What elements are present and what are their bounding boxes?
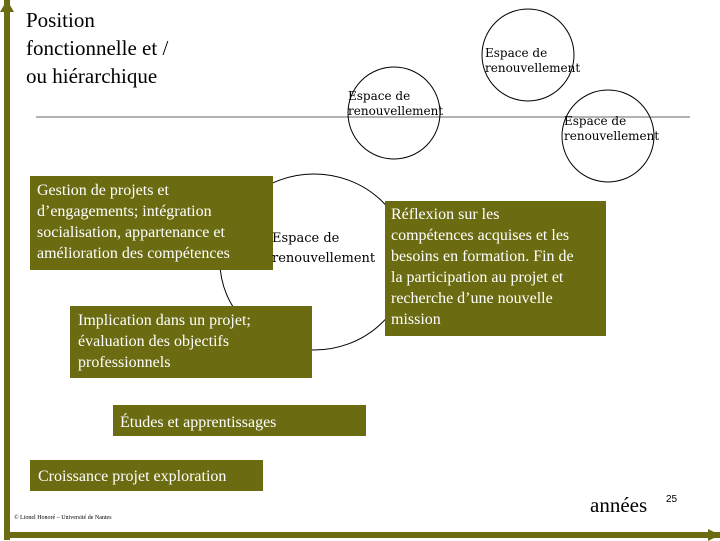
- box-croissance: Croissance projet exploration: [30, 460, 263, 491]
- renewal-label-line: Espace de: [272, 231, 340, 246]
- box-line: compétences acquises et les: [391, 227, 570, 244]
- footer-credit: © Lionel Honoré – Université de Nantes: [14, 515, 112, 521]
- renewal-label-line: renouvellement: [348, 104, 444, 118]
- renewal-label-line: Espace de: [564, 114, 627, 128]
- renewal-label-right: [564, 114, 659, 144]
- box-line: besoins en formation. Fin de: [391, 248, 574, 265]
- box-implication: [70, 306, 312, 378]
- box-reflexion: [385, 201, 606, 336]
- renewal-label-top: [485, 46, 580, 76]
- box-line: socialisation, appartenance et: [37, 224, 225, 241]
- box-line: Réflexion sur les: [391, 206, 500, 223]
- renewal-label-upper: [348, 89, 443, 119]
- renewal-label-line: renouvellement: [564, 129, 660, 143]
- y-axis-title-line: fonctionnelle et /: [26, 36, 169, 60]
- box-line: recherche d’une nouvelle: [391, 290, 553, 307]
- x-axis-title: années: [590, 493, 648, 517]
- box-line: évaluation des objectifs: [78, 333, 230, 350]
- y-axis-title-line: ou hiérarchique: [26, 64, 158, 88]
- y-axis-title-line: Position: [26, 8, 95, 32]
- renewal-label-line: renouvellement: [485, 61, 581, 75]
- page-number: 25: [666, 494, 678, 505]
- box-line: d’engagements; intégration: [37, 203, 212, 220]
- renewal-label-line: Espace de: [485, 46, 548, 60]
- box-line: mission: [391, 311, 441, 328]
- renewal-label-center: [272, 229, 375, 269]
- renewal-label-line: renouvellement: [272, 251, 376, 266]
- box-etudes: Études et apprentissages: [113, 405, 366, 436]
- renewal-label-line: Espace de: [348, 89, 411, 103]
- box-line: la participation au projet et: [391, 269, 564, 286]
- box-gestion-projets: [30, 176, 273, 270]
- box-line: Implication dans un projet;: [78, 312, 251, 329]
- box-line: professionnels: [78, 354, 171, 371]
- box-line: Gestion de projets et: [37, 182, 169, 199]
- box-line: amélioration des compétences: [37, 245, 230, 262]
